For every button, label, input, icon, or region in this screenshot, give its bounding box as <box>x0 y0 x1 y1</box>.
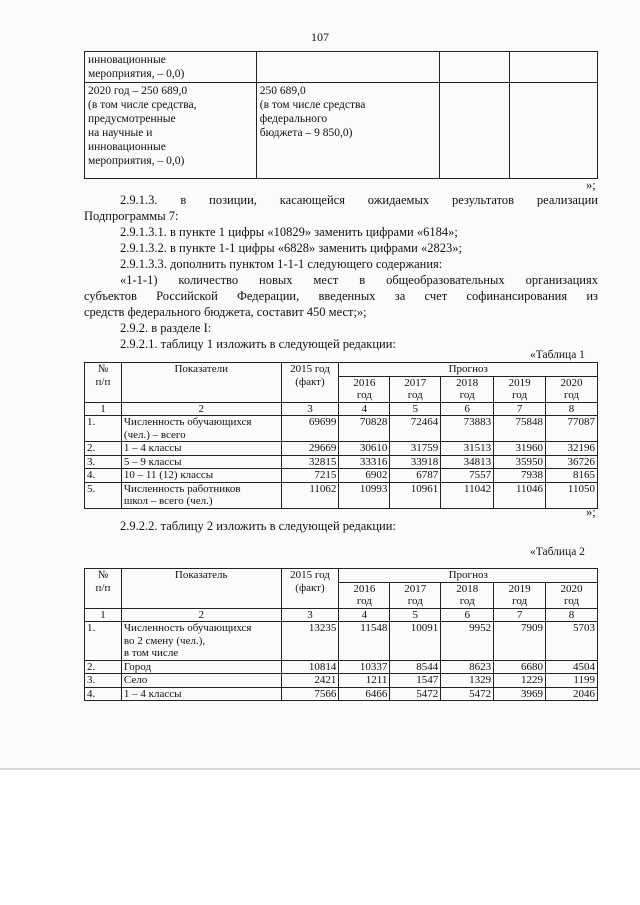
top-table-closing: »; <box>586 178 596 192</box>
t1-h-num: № п/п <box>85 363 122 403</box>
para-2-9-1-3-2: 2.9.1.3.2. в пункте 1-1 цифры «6828» заменить цифрами «2823»; <box>120 241 462 255</box>
t2-h-year: 2019 год <box>494 582 546 608</box>
t2-h-forecast: Прогноз <box>339 569 598 583</box>
table-row: 2. Город 10814 10337 8544 8623 6680 4504 <box>85 660 598 674</box>
top-row2-right: 250 689,0 (в том числе средства федерального бюджета – 9 850,0) <box>256 83 440 179</box>
t2-h-indicator: Показатель <box>121 569 281 609</box>
table1-closing: »; <box>586 505 596 519</box>
t2-h-num: № п/п <box>85 569 122 609</box>
t2-h-year: 2020 год <box>546 582 598 608</box>
table-2 <box>84 568 598 701</box>
quote-line-2: субъектов Российской Федерации, введенных за счет софинансирования из <box>84 289 598 303</box>
t2-colnums: 1 2 3 4 5 6 7 8 <box>85 608 598 622</box>
table1-label: «Таблица 1 <box>530 349 585 361</box>
t1-h-forecast: Прогноз <box>339 363 598 377</box>
para-2-9-1-3: 2.9.1.3. в позиции, касающейся ожидаемых результатов реализации <box>120 193 598 207</box>
t2-h-year: 2016 год <box>339 582 390 608</box>
quote-line-3: средств федерального бюджета, составит 450 мест;»; <box>84 305 367 319</box>
table-1 <box>84 362 598 509</box>
quote-line-1: «1-1-1) количество новых мест в общеобразовательных организациях <box>120 273 598 287</box>
t1-h-year: 2020 год <box>546 376 598 402</box>
para-2-9-1-3-1: 2.9.1.3.1. в пункте 1 цифры «10829» заменить цифрами «6184»; <box>120 225 458 239</box>
t2-h-base: 2015 год (факт) <box>281 569 339 609</box>
t1-h-year: 2016 год <box>339 376 390 402</box>
para-2-9-1-3-cont: Подпрограммы 7: <box>84 209 179 223</box>
scan-edge <box>0 768 640 770</box>
t1-h-indicator: Показатели <box>121 363 281 403</box>
para-2-9-2-1: 2.9.2.1. таблицу 1 изложить в следующей редакции: <box>120 337 396 351</box>
table-row: 4. 10 – 11 (12) классы 7215 6902 6787 7557 7938 8165 <box>85 469 598 483</box>
para-2-9-1-3-3: 2.9.1.3.3. дополнить пунктом 1-1-1 следующего содержания: <box>120 257 443 271</box>
table-row: 1. Численность обучающихся (чел.) – всего 69699 70828 72464 73883 75848 77087 <box>85 416 598 442</box>
t2-h-year: 2017 год <box>390 582 441 608</box>
table-row: 3. 5 – 9 классы 32815 33316 33918 34813 35950 36726 <box>85 455 598 469</box>
top-row2-left: 2020 год – 250 689,0 (в том числе средства, предусмотренные на научные и инновационные мероприятия, – 0,0) <box>85 83 257 179</box>
top-row1-left: инновационные мероприятия, – 0,0) <box>85 52 257 83</box>
t1-colnums: 1 2 3 4 5 6 7 8 <box>85 402 598 416</box>
t1-h-year: 2018 год <box>441 376 494 402</box>
t2-h-year: 2018 год <box>441 582 494 608</box>
t1-h-year: 2019 год <box>494 376 546 402</box>
page-number: 107 <box>311 30 329 44</box>
para-2-9-2-2: 2.9.2.2. таблицу 2 изложить в следующей редакции: <box>120 519 396 533</box>
table-row: 1. Численность обучающихся во 2 смену (чел.), в том числе 13235 11548 10091 9952 7909 5703 <box>85 622 598 661</box>
t1-h-year: 2017 год <box>390 376 441 402</box>
table-row: 3. Село 2421 1211 1547 1329 1229 1199 <box>85 674 598 688</box>
table-row: 5. Численность работников школ – всего (чел.) 11062 10993 10961 11042 11046 11050 <box>85 482 598 508</box>
t1-h-base: 2015 год (факт) <box>281 363 339 403</box>
table2-label: «Таблица 2 <box>530 546 585 558</box>
top-table <box>84 51 598 179</box>
table-row: 4. 1 – 4 классы 7566 6466 5472 5472 3969 2046 <box>85 687 598 701</box>
table-row: 2. 1 – 4 классы 29669 30610 31759 31513 31960 32196 <box>85 442 598 456</box>
para-2-9-2: 2.9.2. в разделе I: <box>120 321 212 335</box>
